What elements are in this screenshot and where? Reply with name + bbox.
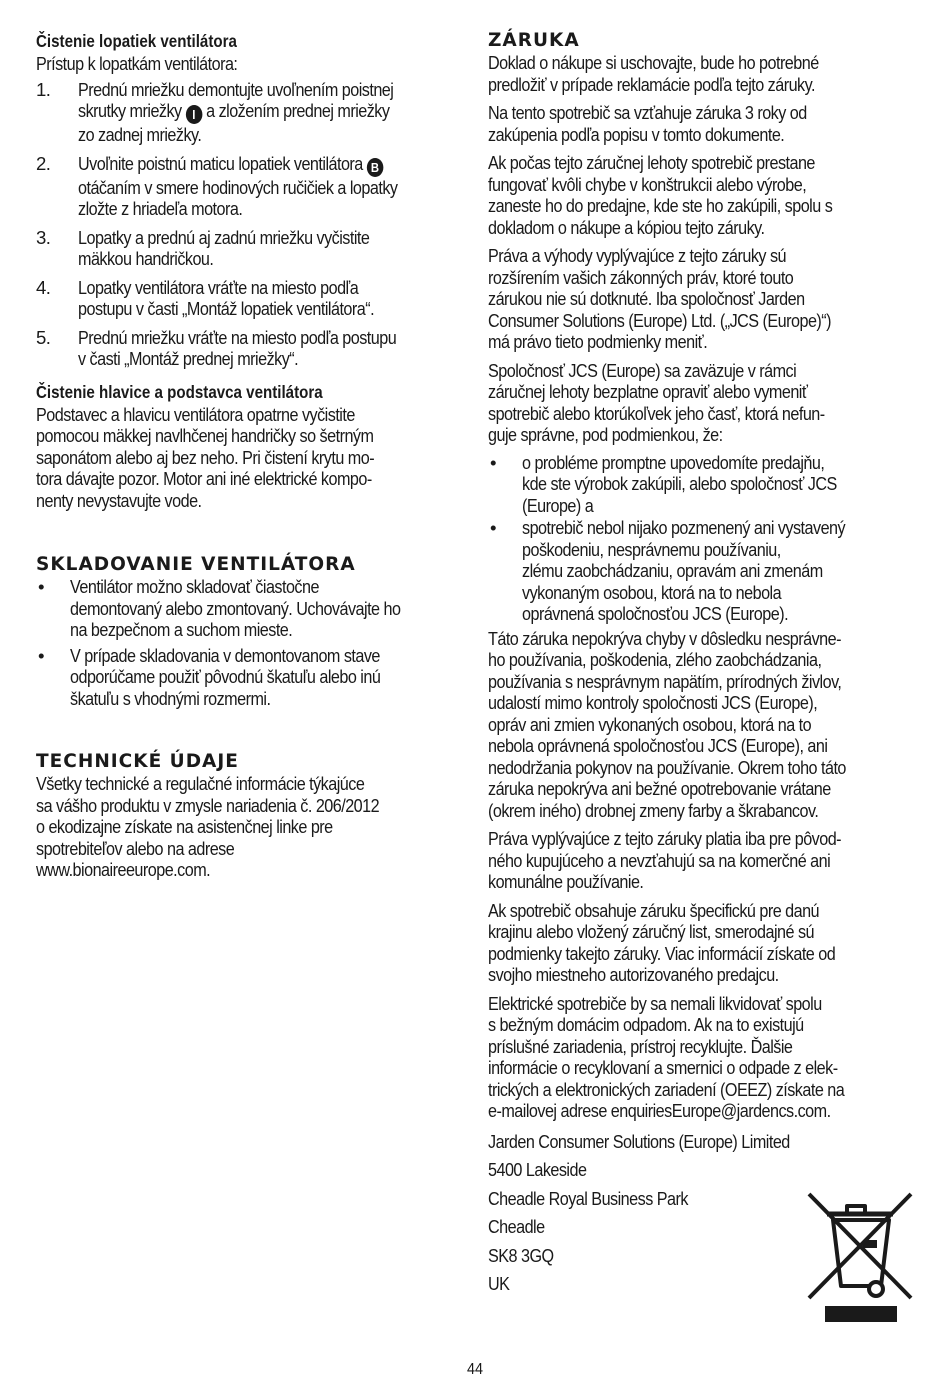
address-line: Cheadle: [488, 1216, 545, 1237]
warranty-heading: ZÁRUKA: [488, 30, 580, 51]
address-line: Jarden Consumer Solutions (Europe) Limited: [488, 1130, 790, 1152]
storage-heading: SKLADOVANIE VENTILÁTORA: [36, 554, 356, 575]
address-line: 5400 Lakeside: [488, 1159, 587, 1180]
warranty-para: Táto záruka nepokrýva chyby v dôsledku nesprávne- ho používania, poškodenia, zlého zaobchádzania, používania s nesprávnym napätím, prírodných živlov, udalostí mimo kontroly spoločnosti JCS (Europe), opráv ani zmien vykonaných osobou, ktorá na to nebola oprávnená spoločnosťou JCS (Europe), ani nedodržania pokynov na používanie. Okrem toho táto záruka nepokrýva ani bežné opotrebovanie vrátane (okrem iného) drobnej zmeny farby a škrabancov.: [488, 627, 846, 821]
cleaning-steps-list: [36, 79, 456, 370]
warranty-conditions-list: [488, 452, 918, 625]
cleaning-head-title: Čistenie hlavice a podstavca ventilátora: [36, 381, 323, 402]
address-line: Cheadle Royal Business Park: [488, 1187, 688, 1209]
tech-heading: TECHNICKÉ ÚDAJE: [36, 751, 239, 772]
tech-text: Všetky technické a regulačné informácie týkajúce sa vášho produktu v zmysle nariadenia č. 206/2012 o ekodizajne získate na asistenčnej linke pre spotrebiteľov alebo na adrese www.bionaireeurope.com.: [36, 773, 380, 880]
warranty-para: Práva vyplývajúce z tejto záruky platia iba pre pôvod- ného kupujúceho a nevzťahujú sa na komerčné ani komunálne používanie.: [488, 828, 842, 892]
warranty-para: Ak počas tejto záručnej lehoty spotrebič prestane fungovať kvôli chybe v konštrukcii alebo výrobe, zaneste ho do predajne, kde ste ho zakúpili, spolu s dokladom o nákupe a kópiou tejto záruky.: [488, 152, 833, 238]
cleaning-head-text: Podstavec a hlavicu ventilátora opatrne vyčistite pomocou mäkkej navlhčenej handričky so šetrným saponátom alebo aj bez neho. Pri čistení krytu mo- tora dávajte pozor. Motor ani iné elektrické kompo- nenty nevystavujte vode.: [36, 403, 375, 511]
warranty-para: Ak spotrebič obsahuje záruku špecifickú pre danú krajinu alebo vložený záručný list, smerodajné sú podmienky takejto záruky. Viac informácií získate od svojho miestneho autorizovaného predajcu.: [488, 899, 836, 985]
right-column: [488, 30, 918, 1299]
address-line: SK8 3GQ: [488, 1244, 554, 1266]
warranty-para: Práva a výhody vyplývajúce z tejto záruky sú rozšírením vašich zákonných práv, ktoré touto zárukou nie sú dotknuté. Iba spoločnosť Jarden Consumer Solutions (Europe) Ltd. („JCS (Europe)“) má právo tieto podmienky meniť.: [488, 245, 832, 352]
list-item: 1. Prednú mriežku demontujte uvoľnením poistnej skrutky mriežky I a zložením prednej mriežky zo zadnej mriežky.: [36, 78, 394, 145]
part-b-icon: B: [367, 158, 384, 177]
recycling-para: Elektrické spotrebiče by sa nemali likvidovať spolu s bežným domácim odpadom. Ak na to existujú príslušné zariadenia, prístroj recyklujte. Ďalšie informácie o recyklovaní a smernici o odpade z elek- trických a elektronických zariadení (OEEZ) získate na e-mailovej adrese enquiriesEurope@jardencs.com.: [488, 992, 845, 1121]
part-i-icon: I: [186, 105, 203, 124]
crossed-out-wheelie-bin-icon: [803, 1188, 917, 1324]
list-item: • spotrebič nebol nijako pozmenený ani vystavený poškodeniu, nesprávnemu používaniu, zlému zaobchádzaniu, opravám ani zmenám vykonaným osobou, ktorá na to nebola oprávnená spoločnosťou JCS (Europe).: [490, 517, 846, 624]
cleaning-blades-title: Čistenie lopatiek ventilátora: [36, 31, 237, 51]
list-item: 2. Uvoľnite poistnú maticu lopatiek ventilátora B otáčaním v smere hodinových ručičiek a lopatky zložte z hriadeľa motora.: [36, 152, 398, 219]
warranty-para: Na tento spotrebič sa vzťahuje záruka 3 roky od zakúpenia podľa popisu v tomto dokumente.: [488, 102, 807, 145]
left-column: [36, 30, 456, 881]
list-item: 4. Lopatky ventilátora vráťte na miesto podľa postupu v časti „Montáž lopatiek ventilátora“.: [36, 276, 375, 319]
list-item: • o probléme promptne upovedomíte predajňu, kde ste výrobok zakúpili, alebo spoločnosť JCS (Europe) a: [490, 451, 837, 516]
warranty-para: Doklad o nákupe si uschovajte, bude ho potrebné predložiť v prípade reklamácie podľa tejto záruky.: [488, 52, 819, 95]
list-item: 3. Lopatky a prednú aj zadnú mriežku vyčistite mäkkou handričkou.: [36, 226, 370, 269]
warranty-para: Spoločnosť JCS (Europe) sa zaväzuje v rámci záručnej lehoty bezplatne opraviť alebo vymeniť spotrebič alebo ktorúkoľvek jeho časť, ktorá nefun- guje správne, pod podmienkou, že:: [488, 359, 825, 445]
storage-list: [36, 576, 456, 709]
cleaning-blades-intro: Prístup k lopatkám ventilátora:: [36, 53, 238, 74]
list-item: • V prípade skladovania v demontovanom stave odporúčame použiť pôvodnú škatuľu alebo inú škatuľu s vhodnými rozmermi.: [38, 644, 381, 709]
address-line: UK: [488, 1273, 510, 1294]
page-number: 44: [466, 1361, 484, 1378]
list-item: • Ventilátor možno skladovať čiastočne demontovaný alebo zmontovaný. Uchovávajte ho na bezpečnom a suchom mieste.: [38, 576, 401, 640]
list-item: 5. Prednú mriežku vráťte na miesto podľa postupu v časti „Montáž prednej mriežky“.: [36, 326, 397, 369]
